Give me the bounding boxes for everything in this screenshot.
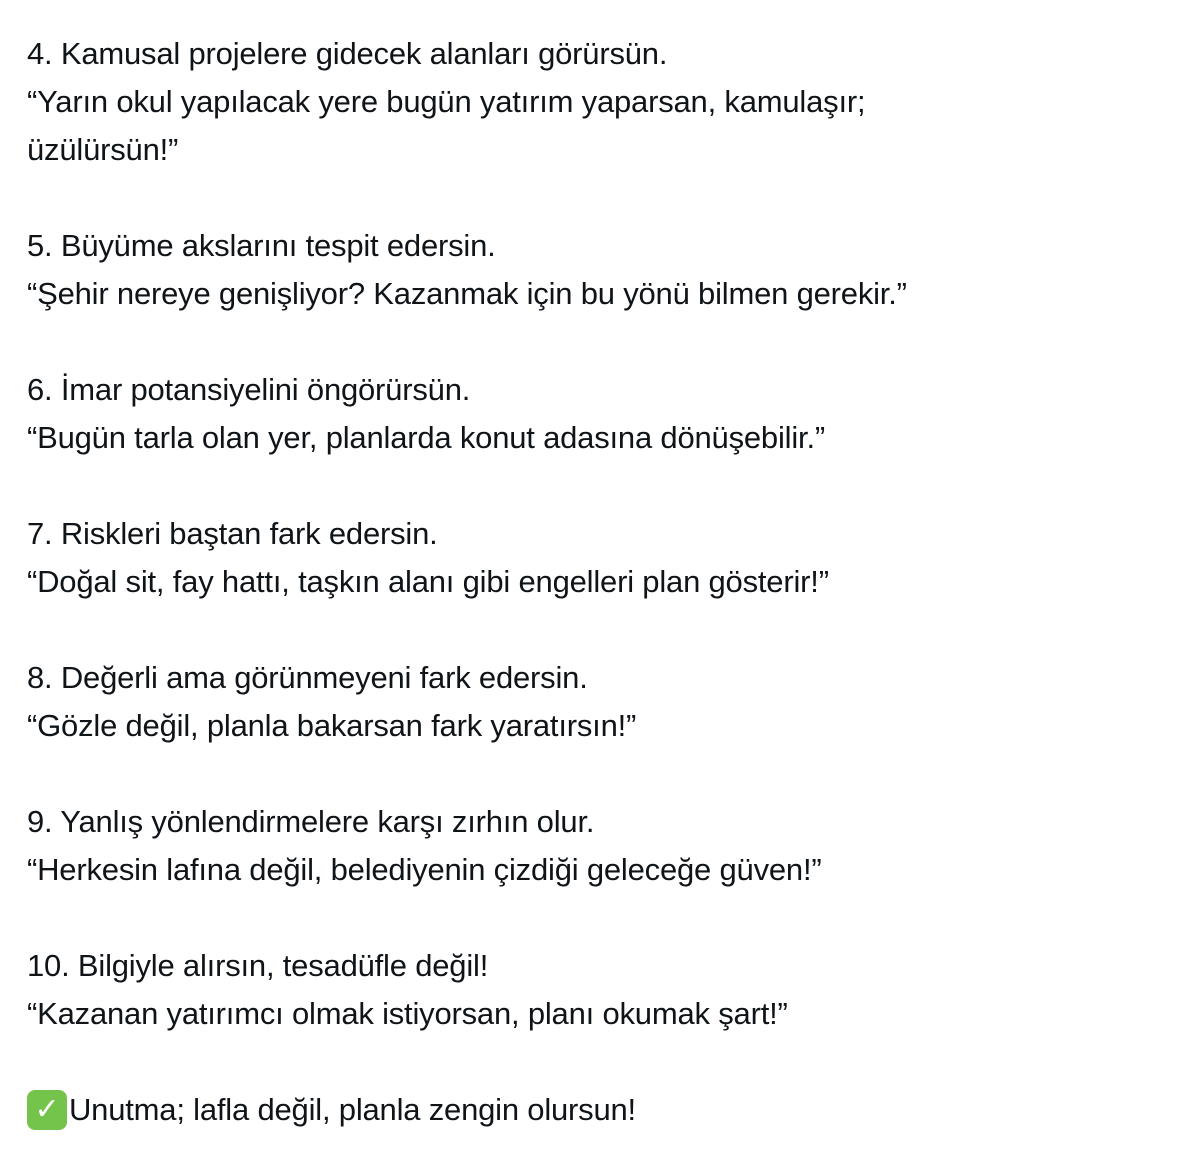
item-quote: “Şehir nereye genişliyor? Kazanmak için bu yönü bilmen gerekir.” <box>27 276 907 311</box>
list-item <box>27 798 1167 894</box>
item-heading: 4. Kamusal projelere gidecek alanları görürsün. <box>27 36 668 71</box>
item-quote: “Kazanan yatırımcı olmak istiyorsan, planı okumak şart!” <box>27 996 788 1031</box>
item-quote: “Doğal sit, fay hattı, taşkın alanı gibi engelleri plan gösterir!” <box>27 564 829 599</box>
item-heading: 8. Değerli ama görünmeyeni fark edersin. <box>27 660 588 695</box>
check-mark-button-icon: ✓ <box>27 1090 67 1130</box>
item-quote-continued: üzülürsün!” <box>27 132 179 167</box>
item-heading: 7. Riskleri baştan fark edersin. <box>27 516 438 551</box>
item-quote: “Herkesin lafına değil, belediyenin çizdiği geleceğe güven!” <box>27 852 822 887</box>
list-item <box>27 510 1167 606</box>
item-heading: 9. Yanlış yönlendirmelere karşı zırhın olur. <box>27 804 595 839</box>
item-quote: “Bugün tarla olan yer, planlarda konut adasına dönüşebilir.” <box>27 420 825 455</box>
list-item <box>27 222 1167 318</box>
list-item <box>27 654 1167 750</box>
item-heading: 6. İmar potansiyelini öngörürsün. <box>27 372 471 407</box>
closing-line <box>27 1086 1167 1134</box>
item-quote: “Yarın okul yapılacak yere bugün yatırım yaparsan, kamulaşır; <box>27 84 866 119</box>
item-heading: 10. Bilgiyle alırsın, tesadüfle değil! <box>27 948 489 983</box>
item-heading: 5. Büyüme akslarını tespit edersin. <box>27 228 496 263</box>
closing-text: Unutma; lafla değil, planla zengin olursun! <box>69 1092 636 1127</box>
post-text <box>27 30 1167 1134</box>
list-item <box>27 30 1167 174</box>
list-item <box>27 942 1167 1038</box>
item-quote: “Gözle değil, planla bakarsan fark yaratırsın!” <box>27 708 637 743</box>
list-item <box>27 366 1167 462</box>
